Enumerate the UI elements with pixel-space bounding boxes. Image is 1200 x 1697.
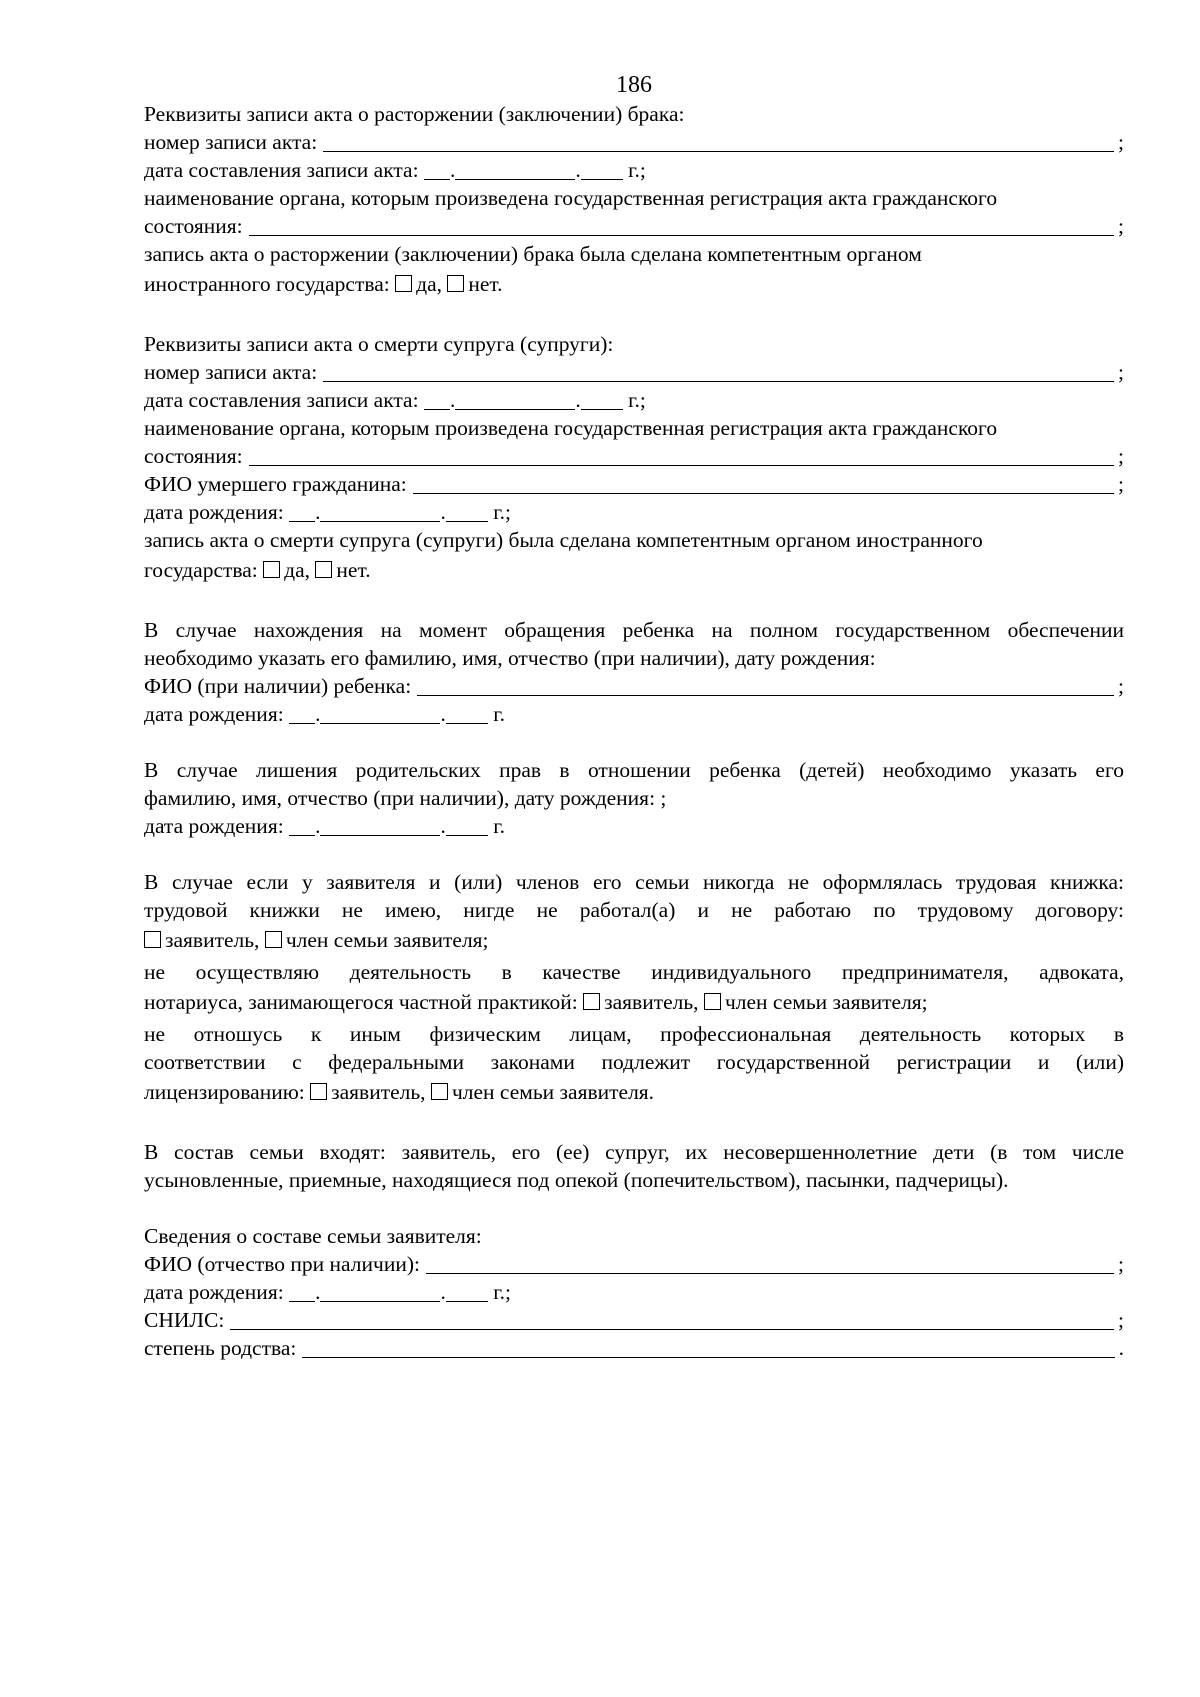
checkbox-family-member[interactable] — [704, 993, 721, 1010]
year-field[interactable] — [581, 389, 623, 410]
dot: . — [315, 814, 321, 838]
divorce-organ-label: наименование органа, которым произведена государственная регистрация акта гражданского — [144, 186, 998, 210]
year-suffix: г. — [493, 814, 505, 838]
year-field[interactable] — [446, 501, 488, 522]
checkbox-applicant[interactable] — [144, 931, 161, 948]
semicolon: ; — [1118, 444, 1124, 468]
dot: . — [449, 388, 456, 412]
dot: . — [315, 1280, 321, 1304]
snils-label: СНИЛС: — [144, 1308, 225, 1332]
death-organ-label: наименование органа, которым произведена государственная регистрация акта гражданского — [144, 416, 998, 440]
checkbox-applicant[interactable] — [310, 1083, 327, 1100]
year-field[interactable] — [581, 159, 623, 180]
deprivation-birth-label: дата рождения: — [144, 814, 284, 838]
family-text-2: усыновленные, приемные, находящиеся под опекой (попечительством), пасынки, падчерицы). — [144, 1168, 1009, 1192]
death-foreign-label: государства: — [144, 558, 258, 582]
death-organ-label-2: состояния: — [144, 444, 243, 468]
checkbox-no[interactable] — [315, 561, 332, 578]
year-field[interactable] — [446, 815, 488, 836]
checkbox-yes[interactable] — [263, 561, 280, 578]
divorce-foreign-text: запись акта о расторжении (заключении) брака была сделана компетентным органом — [144, 242, 922, 266]
snils-row — [144, 1306, 1124, 1334]
child-birth-label: дата рождения: — [144, 702, 284, 726]
dot: . — [440, 1280, 446, 1304]
death-record-number-label: номер записи акта: — [144, 360, 318, 384]
divorce-foreign-row — [144, 268, 1124, 302]
divorce-foreign-label: иностранного государства: — [144, 272, 390, 296]
day-field[interactable] — [289, 501, 315, 522]
month-field[interactable] — [320, 703, 440, 724]
year-suffix: г.; — [628, 388, 646, 412]
divorce-record-number-label: номер записи акта: — [144, 130, 318, 154]
semicolon: ; — [1118, 130, 1124, 154]
deceased-name-label: ФИО умершего гражданина: — [144, 472, 407, 496]
divorce-record-number-field[interactable] — [323, 131, 1114, 152]
dot: . — [315, 702, 321, 726]
work-book-text-2: трудовой книжки не имею, нигде не работал(а) и не работаю по трудовому договору: — [144, 898, 1124, 922]
relation-field[interactable] — [302, 1337, 1114, 1358]
dot: . — [440, 500, 446, 524]
death-organ-field[interactable] — [249, 445, 1114, 466]
semicolon: ; — [1118, 1252, 1124, 1276]
family-member-label: член семьи заявителя. — [451, 1080, 655, 1104]
deceased-name-field[interactable] — [413, 473, 1114, 494]
divorce-record-date-label: дата составления записи акта: — [144, 158, 419, 182]
semicolon: ; — [1118, 214, 1124, 238]
yes-label: да, — [284, 558, 311, 582]
member-name-field[interactable] — [426, 1253, 1114, 1274]
snils-field[interactable] — [230, 1309, 1114, 1330]
family-member-label: член семьи заявителя; — [724, 990, 928, 1014]
applicant-label: заявитель, — [165, 928, 260, 952]
divorce-organ-row — [144, 212, 1124, 240]
composition-heading: Сведения о составе семьи заявителя: — [144, 1224, 482, 1248]
deprivation-birth-row — [144, 812, 1124, 840]
month-field[interactable] — [320, 501, 440, 522]
no-label: нет. — [336, 558, 371, 582]
work-book-text-7: соответствии с федеральными законами подлежит государственной регистрации и (или) — [144, 1050, 1124, 1074]
deprivation-text: В случае лишения родительских прав в отношении ребенка (детей) необходимо указать его — [144, 758, 1124, 782]
member-name-label: ФИО (отчество при наличии): — [144, 1252, 420, 1276]
state-care-text-2: необходимо указать его фамилию, имя, отчество (при наличии), дату рождения: — [144, 646, 876, 670]
day-field[interactable] — [289, 1281, 315, 1302]
death-organ-row — [144, 442, 1124, 470]
work-book-text: В случае если у заявителя и (или) членов его семьи никогда не оформлялась трудовая книжка: — [144, 870, 1124, 894]
deprivation-text-2: фамилию, имя, отчество (при наличии), дату рождения: ; — [144, 786, 667, 810]
dot: . — [575, 158, 581, 182]
checkbox-no[interactable] — [447, 275, 464, 292]
dot: . — [440, 814, 446, 838]
dot: . — [315, 500, 321, 524]
day-field[interactable] — [289, 815, 315, 836]
divorce-heading: Реквизиты записи акта о расторжении (заключении) брака: — [144, 102, 685, 126]
month-field[interactable] — [455, 389, 575, 410]
work-book-text-6: не отношусь к иным физическим лицам, профессиональная деятельность которых в — [144, 1022, 1124, 1046]
child-name-field[interactable] — [417, 675, 1114, 696]
work-book-row-3 — [144, 924, 1124, 958]
divorce-organ-label-2: состояния: — [144, 214, 243, 238]
day-field[interactable] — [424, 159, 450, 180]
year-field[interactable] — [446, 1281, 488, 1302]
checkbox-yes[interactable] — [395, 275, 412, 292]
child-birth-row — [144, 700, 1124, 728]
member-name-row — [144, 1250, 1124, 1278]
month-field[interactable] — [320, 815, 440, 836]
semicolon: ; — [1118, 674, 1124, 698]
month-field[interactable] — [320, 1281, 440, 1302]
dot: . — [449, 158, 456, 182]
semicolon: ; — [1118, 1308, 1124, 1332]
no-label: нет. — [468, 272, 503, 296]
work-book-text-4: не осуществляю деятельность в качестве индивидуального предпринимателя, адвоката, — [144, 960, 1124, 984]
deceased-birth-label: дата рождения: — [144, 500, 284, 524]
checkbox-family-member[interactable] — [265, 931, 282, 948]
divorce-record-date-row — [144, 156, 1124, 184]
child-name-label: ФИО (при наличии) ребенка: — [144, 674, 412, 698]
semicolon: ; — [1118, 360, 1124, 384]
period: . — [1118, 1336, 1124, 1360]
death-record-number-field[interactable] — [323, 361, 1114, 382]
year-suffix: г.; — [628, 158, 646, 182]
family-member-label: член семьи заявителя; — [285, 928, 489, 952]
family-text: В состав семьи входят: заявитель, его (ее) супруг, их несовершеннолетние дети (в том числе — [144, 1140, 1124, 1164]
death-heading: Реквизиты записи акта о смерти супруга (супруги): — [144, 332, 614, 356]
relation-row — [144, 1334, 1124, 1362]
work-book-row-5 — [144, 986, 1124, 1020]
day-field[interactable] — [289, 703, 315, 724]
death-record-date-row — [144, 386, 1124, 414]
death-foreign-text: запись акта о смерти супруга (супруги) была сделана компетентным органом иностранного — [144, 528, 983, 552]
yes-label: да, — [416, 272, 442, 296]
work-book-text-5: нотариуса, занимающегося частной практикой: — [144, 990, 578, 1014]
year-suffix: г.; — [493, 500, 511, 524]
member-birth-row — [144, 1278, 1124, 1306]
year-suffix: г. — [493, 702, 505, 726]
checkbox-applicant[interactable] — [583, 993, 600, 1010]
applicant-label: заявитель, — [331, 1080, 426, 1104]
deceased-birth-row — [144, 498, 1124, 526]
divorce-record-number-row — [144, 128, 1124, 156]
member-birth-label: дата рождения: — [144, 1280, 284, 1304]
relation-label: степень родства: — [144, 1336, 297, 1360]
month-field[interactable] — [455, 159, 575, 180]
death-record-number-row — [144, 358, 1124, 386]
year-suffix: г.; — [493, 1280, 511, 1304]
work-book-text-8: лицензированию: — [144, 1080, 305, 1104]
child-name-row — [144, 672, 1124, 700]
year-field[interactable] — [446, 703, 488, 724]
state-care-text: В случае нахождения на момент обращения ребенка на полном государственном обеспечении — [144, 618, 1124, 642]
day-field[interactable] — [424, 389, 450, 410]
checkbox-family-member[interactable] — [431, 1083, 448, 1100]
dot: . — [575, 388, 581, 412]
dot: . — [440, 702, 446, 726]
divorce-organ-field[interactable] — [249, 215, 1114, 236]
semicolon: ; — [1118, 472, 1124, 496]
document-page — [144, 70, 1124, 1362]
death-record-date-label: дата составления записи акта: — [144, 388, 419, 412]
death-foreign-row — [144, 554, 1124, 588]
work-book-row-8 — [144, 1076, 1124, 1110]
applicant-label: заявитель, — [604, 990, 699, 1014]
page-number: 186 — [616, 72, 652, 98]
deceased-name-row — [144, 470, 1124, 498]
